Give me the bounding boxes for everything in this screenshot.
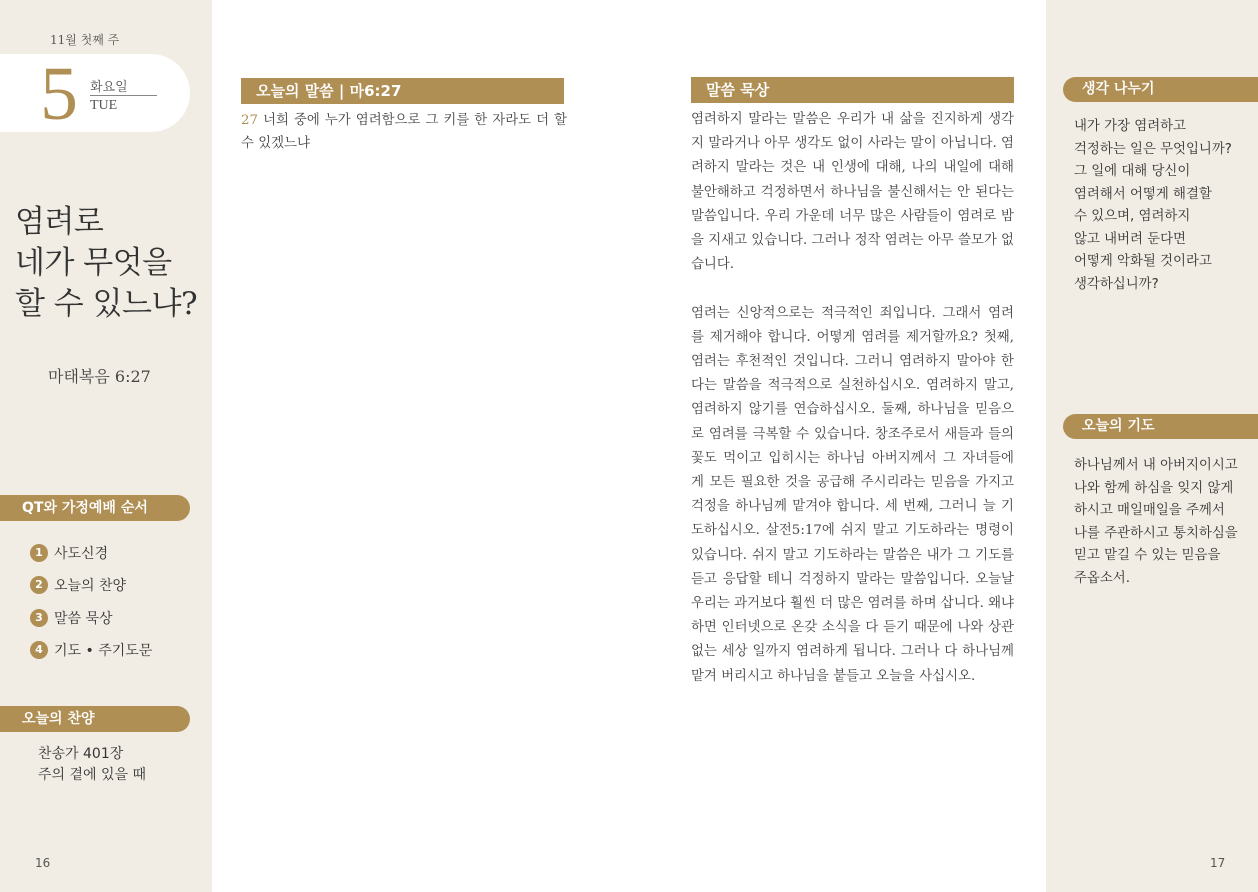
- hymn-heading: 오늘의 찬양: [0, 706, 190, 732]
- prayer-heading: 오늘의 기도: [1063, 414, 1258, 439]
- order-item-label: 말씀 묵상: [54, 611, 113, 627]
- meditation-paragraph: 염려하지 말라는 말씀은 우리가 내 삶을 진지하게 생각지 말라거나 아무 생각도 없이 사라는 말이 아닙니다. 염려하지 말라는 것은 내 인생에 대해, 나의 내일에 대해 불안해하고 걱정하면서 하나님을 불신해서는 안 된다는 말씀입니다. 우리 가운데 너무 많은 사람들이 염려로 밤을 지새고 있습니다. 그러나 정작 염려는 아무 쓸모가 없습니다.: [691, 112, 1014, 273]
- order-number-badge: 2: [30, 576, 48, 594]
- order-heading: QT와 가정예배 순서: [0, 495, 190, 521]
- order-item-label: 오늘의 찬양: [54, 578, 127, 594]
- order-item: [30, 543, 108, 563]
- order-item-label: 사도신경: [54, 546, 109, 562]
- prayer-text: 하나님께서 내 아버지이시고 나와 함께 하심을 잊지 않게 하시고 매일매일을 주께서 나를 주관하시고 통치하심을 믿고 맡길 수 있는 믿음을 주옵소서.: [1074, 458, 1238, 586]
- order-item: [30, 608, 113, 628]
- date-card: [0, 52, 190, 136]
- order-item: [30, 575, 126, 595]
- scripture-reference: 마태복음 6:27: [48, 367, 151, 386]
- verse-text: 너희 중에 누가 염려함으로 그 키를 한 자라도 더 할 수 있겠느냐: [241, 113, 567, 151]
- share-heading: 생각 나누기: [1063, 77, 1258, 102]
- verse-number: 27: [241, 113, 259, 128]
- page-number-left: 16: [35, 856, 51, 870]
- hymn-text: 찬송가 401장 주의 곁에 있을 때: [38, 746, 147, 783]
- scripture-verse: [241, 109, 567, 155]
- scripture-heading: 오늘의 말씀 | 마6:27: [241, 78, 564, 104]
- share-questions: 내가 가장 염려하고 걱정하는 일은 무엇입니까? 그 일에 대해 당신이 염려해서 어떻게 해결할 수 있으며, 염려하지 않고 내버려 둔다면 어떻게 악화될 것이라고 생각하십니까?: [1074, 119, 1232, 292]
- weekday-english: TUE: [90, 98, 118, 113]
- date-divider: [90, 95, 157, 96]
- meditation-body: [691, 108, 1014, 713]
- weekday-korean: 화요일: [90, 80, 128, 95]
- order-number-badge: 4: [30, 641, 48, 659]
- page-number-right: 17: [1210, 856, 1226, 870]
- order-number-badge: 1: [30, 544, 48, 562]
- meditation-paragraph: 염려는 신앙적으로는 적극적인 죄입니다. 그래서 염려를 제거해야 합니다. 어떻게 염려를 제거할까요? 첫째, 염려는 후천적인 것입니다. 그러니 염려하지 말아야 한다는 말씀을 적극적으로 실천하십시오. 염려하지 말고, 염려하지 않기를 연습하십시오. 둘째, 하나님을 믿음으로 염려를 극복할 수 있습니다. 창조주로서 새들과 들의 꽃도 먹이고 입히시는 하나님 아버지께서 그 자녀들에게 모든 필요한 것을 공급해 주시리라는 믿음을 가지고 걱정을 하나님께 맡겨야 합니다. 세 번째, 그러니 늘 기도하십시오. 살전5:17에 쉬지 말고 기도하라는 명령이 있습니다. 쉬지 말고 기도하라는 말씀은 내가 그 기도를 듣고 응답할 테니 걱정하지 말라는 말씀입니다. 오늘날 우리는 과거보다 훨씬 더 많은 염려를 하며 삽니다. 왜냐하면 인터넷으로 온갖 소식을 다 듣기 때문에 나와 상관없는 세상 일까지 염려하게 됩니다. 그러나 다 하나님께 맡겨 버리시고 하나님을 붙들고 오늘을 사십시오.: [691, 305, 1014, 684]
- devotion-title: 염려로 네가 무엇을 할 수 있느냐?: [15, 204, 198, 322]
- day-number: 5: [40, 52, 78, 136]
- order-number-badge: 3: [30, 609, 48, 627]
- week-label: 11월 첫째 주: [50, 33, 120, 47]
- meditation-heading: 말씀 묵상: [691, 77, 1014, 103]
- order-item: [30, 640, 152, 660]
- order-item-label: 기도 • 주기도문: [54, 643, 153, 659]
